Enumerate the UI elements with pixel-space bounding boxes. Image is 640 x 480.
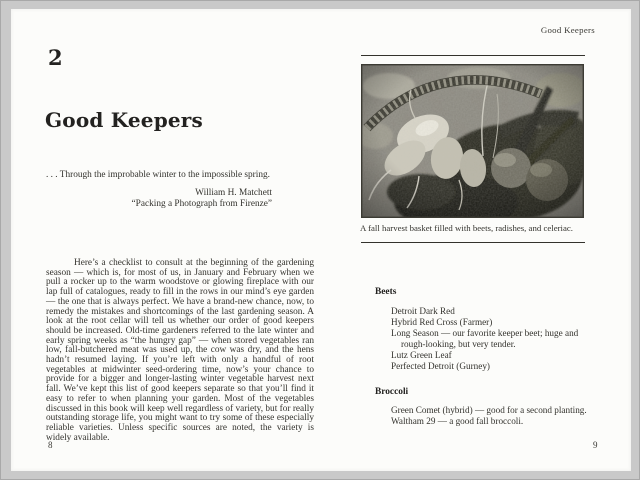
- running-head: Good Keepers: [540, 25, 595, 35]
- section-heading-broccoli: Broccoli: [375, 387, 409, 397]
- chapter-title: Good Keepers: [45, 108, 204, 132]
- page-number-right: 9: [593, 440, 598, 450]
- list-item: Hybrid Red Cross (Farmer): [391, 317, 493, 327]
- list-item: Detroit Dark Red: [391, 306, 455, 316]
- epigraph-attribution: [46, 188, 272, 210]
- attribution-source: “Packing a Photograph from Firenze”: [131, 199, 272, 209]
- attribution-author: William H. Matchett: [195, 188, 272, 198]
- harvest-photo-image: [361, 64, 584, 218]
- body-paragraph: Here’s a checklist to consult at the beginning of the gardening season — which is, for most of us, in January and February when we pull a rocker up to the warm woodstove or glowing fireplace with our lap full of catalogues, ready to fill in the rows in our mind’s eye garden — the one that is always perfect. We have a brand-new chance, now, to remedy the mistakes and shortcomings of the last gardening season. A look at the root cellar will tell us whether our order of good keepers should be increased. Old-time gardeners referred to the late winter and early spring weeks as “the hungry gap” — when stored vegetables ran low, fall-butchered meat was used up, the cow was dry, and the hens hadn’t resumed laying. If you’re left with only a handful of root vegetables at midwinter seed-ordering time, now’s your chance to provide for a bigger and longer-lasting winter vegetable harvest next fall. We’ve kept this list of good keepers separate so that you’ll find it easy to refer to when planning your garden. Most of the vegetables discussed in this book will keep well regardless of variety, but for really outstanding storage life, you might want to try some of these especially reliable varieties. Unless specific sources are noted, the variety is widely available.: [46, 258, 314, 443]
- broccoli-variety-list: [391, 405, 598, 427]
- divider-rule-top: [361, 55, 585, 56]
- page-spread: [11, 9, 631, 471]
- list-item: Waltham 29 — a good fall broccoli.: [391, 416, 524, 426]
- section-heading-beets: Beets: [375, 287, 397, 297]
- harvest-photo: [361, 64, 584, 218]
- beets-variety-list: [391, 306, 598, 372]
- list-item: Long Season — our favorite keeper beet; huge and rough-looking, but very tender.: [391, 328, 579, 349]
- list-item: Perfected Detroit (Gurney): [391, 361, 490, 371]
- photo-caption: A fall harvest basket filled with beets, radishes, and celeriac.: [360, 223, 574, 233]
- list-item: Lutz Green Leaf: [391, 350, 452, 360]
- list-item: Green Comet (hybrid) — good for a second planting.: [391, 405, 587, 415]
- chapter-number: 2: [48, 45, 63, 70]
- page-number-left: 8: [48, 440, 53, 450]
- epigraph: . . . Through the improbable winter to the impossible spring.: [46, 170, 270, 180]
- divider-rule-bottom: [361, 242, 585, 243]
